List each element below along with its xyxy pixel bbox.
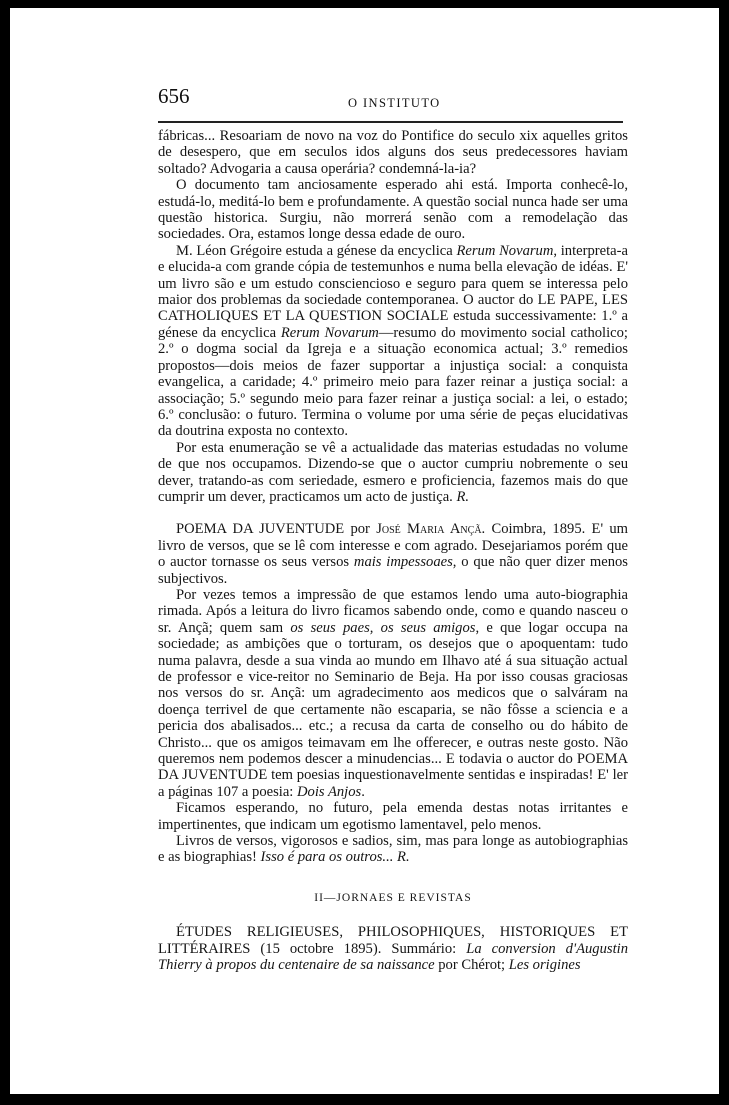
review1-paragraph-2: O documento tam anciosamente esperado ahi está. Importa conhecê-lo, estudá-lo, meditá-lo bem e profundamente. A questão social nunca hade ser uma questão historica. Surgiu, não morrerá senão com a remodelação das sociedades. Ora, estamos longe dessa edade de ouro. xyxy=(158,177,628,243)
review2-paragraph-3: Ficamos esperando, no futuro, pela emenda destas notas irritantes e impertinentes, que indicam um egotismo lamentavel, pelo menos. xyxy=(158,800,628,833)
text-column xyxy=(158,128,628,974)
review2-title: POEMA DA JUVENTUDE xyxy=(176,521,345,538)
review2-paragraph-2: Por vezes temos a impressão de que estamos lendo uma auto-biographia rimada. Após a leitura do livro ficamos sabendo onde, como e quando nasceu o sr. Ançã; quem sam os seus paes, os seus amigos, e que logar occupa na sociedade; as ambições que o torturam, os desejos que o apoquentam: tudo numa palavra, desde a sua vinda ao mundo em Ilhavo até á sua situação actual de professor e vice-reitor no Seminario de Beja. Ha por isso cousas graciosas nos versos do sr. Ançã: um agradecimento aos medicos que o salváram na doença terrivel de que certamente não escaparia, se não fôsse a sciencia e a pericia dos abalisados... etc.; a recusa da carta de conselho ou do hábito de Christo... que os amigos teimavam em lhe offerecer, e outras neste gosto. Não queremos nem podemos descer a minudencias... E todavia o auctor do POEMA DA JUVENTUDE tem poesias inquestionavelmente sentidas e inspiradas! E' ler a páginas 107 a poesia: Dois Anjos. xyxy=(158,586,628,800)
review1-paragraph-4: Por esta enumeração se vê a actualidade das materias estudadas no volume de que nos occupamos. Dizendo-se que o auctor cumpriu nobremente o seu dever, tratando-as com seriedade, esmero e proficiencia, fazemos mais do que cumprir um dever, practicamos um acto de justiça. R. xyxy=(158,439,628,505)
review1-paragraph-1: fábricas... Resoariam de novo na voz do Pontifice do seculo xix aquelles gritos de desespero, que em seculos idos alguns dos seus predecessores haviam soltado? Advogaria a causa operária? condemná-la-ia? xyxy=(158,128,628,177)
running-title: O INSTITUTO xyxy=(348,96,441,110)
journal-entry: ÉTUDES RELIGIEUSES, PHILOSOPHIQUES, HISTORIQUES ET LITTÉRAIRES (15 octobre 1895). Summário: La conversion d'Augustin Thierry à propos du centenaire de sa naissance por Chérot; Les origines xyxy=(158,924,628,974)
review1-signature: R. xyxy=(456,488,470,505)
section-heading: II—JORNAES E REVISTAS xyxy=(314,891,472,904)
document-page xyxy=(10,8,719,1094)
review2-signature: R. xyxy=(397,849,410,866)
review1-paragraph-3: M. Léon Grégoire estuda a génese da encyclica Rerum Novarum, interpreta-a e elucida-a com grande cópia de testemunhos e numa bella elevação de idéas. E' um livro são e um estudo consciencioso e seguro para quem se interessa pelo maior dos problemas da sociedade contemporanea. O auctor do LE PAPE, LES CATHOLIQUES ET LA QUESTION SOCIALE estuda successivamente: 1.º a génese da encyclica Rerum Novarum—resumo do movimento social catholico; 2.º o dogma social da Igreja e a situação economica actual; 3.º remedios propostos—dois meios de fazer supportar a injustiça social: a conquista evangelica, a caridade; 4.º primeiro meio para fazer reinar a justiça social: a associação; 5.º segundo meio para fazer reinar a justiça social: a lei, o estado; 6.º conclusão: o futuro. Termina o volume por uma série de peças elucidativas da doutrina exposta no contexto. xyxy=(158,242,628,440)
review2-paragraph-1: POEMA DA JUVENTUDE por José Maria Ançã. Coimbra, 1895. E' um livro de versos, que se lê com interesse e com agrado. Desejariamos porém que o auctor tornasse os seus versos mais impessoaes, o que não quer dizer menos subjectivos. xyxy=(158,521,628,587)
review2-paragraph-4: Livros de versos, vigorosos e sadios, sim, mas para longe as autobiographias e as biographias! Isso é para os outros... R. xyxy=(158,833,628,866)
header-rule xyxy=(158,121,623,123)
review2-author: José Maria Ançã xyxy=(376,521,482,538)
page-number: 656 xyxy=(158,84,190,108)
